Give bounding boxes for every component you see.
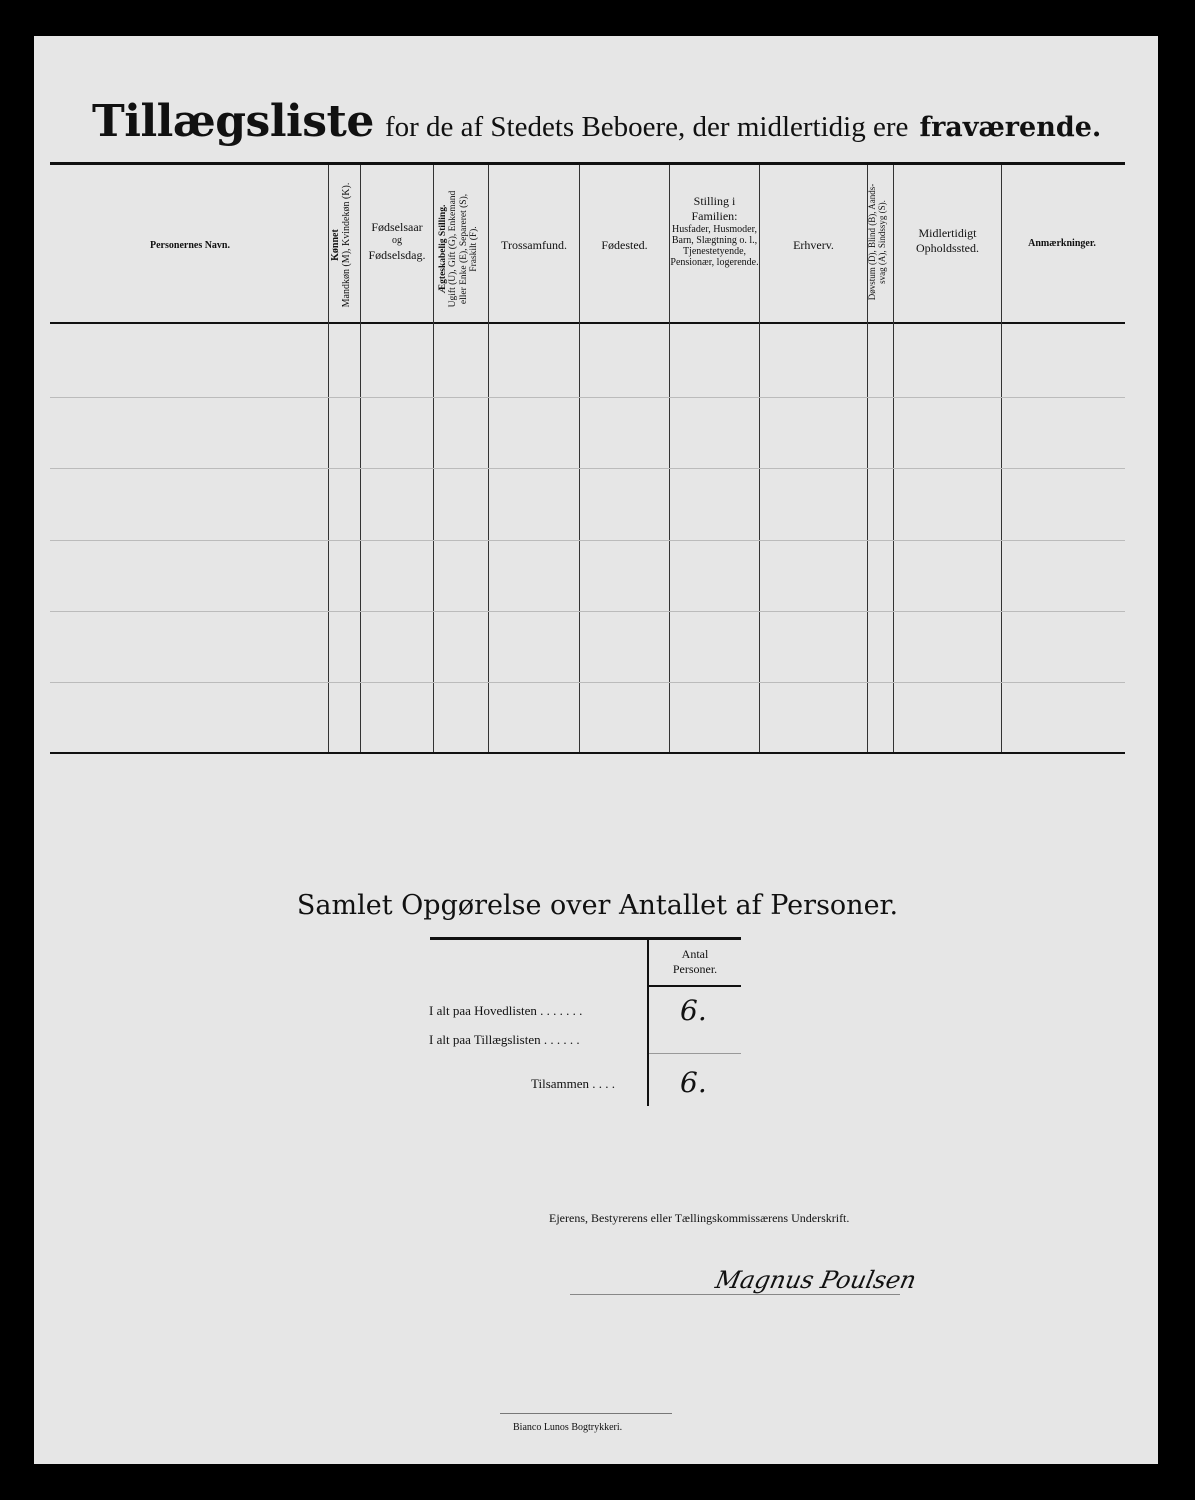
summary-row-supplement-list: I alt paa Tillægslisten . . . . . . [429,1032,580,1047]
summary-count-header-line2: Personer. [672,962,718,976]
header-family-position [670,194,759,268]
col-divider [759,165,760,752]
header-family-line1: Stilling i [693,194,736,208]
header-residence-line1: Midlertidigt [918,226,977,240]
row-line [50,468,1125,469]
summary-count-header [650,947,740,977]
header-birth-line1: Fødselsaar [371,220,423,234]
header-birth-line3: Fødselsdag. [368,247,426,262]
summary-value-total: 6. [680,1066,707,1099]
printer-imprint: Bianco Lunos Bogtrykkeri. [513,1422,623,1433]
col-divider [1001,165,1002,752]
header-marital-line2: Ugift (U), Gift (G), Enkemand [448,190,459,308]
row-line [50,611,1125,612]
summary-row-main-list: I alt paa Hovedlisten . . . . . . . [429,1003,583,1018]
title-main: Tillægsliste [92,96,374,147]
header-temp-residence [894,226,1001,256]
summary-row-rule [649,1053,741,1054]
col-divider [433,165,434,752]
signature-line [570,1294,900,1295]
header-marital-line1: Ægteskabelig Stilling. [438,204,448,294]
summary-row-total: Tilsammen . . . . [531,1076,616,1091]
col-divider [328,165,329,752]
header-occupation: Erhverv. [793,238,834,252]
row-line [50,682,1125,683]
table-top-rule [50,162,1125,165]
table-bottom-rule [50,752,1125,754]
header-marital [438,186,484,312]
signature-handwriting: Magnus Poulsen [713,1266,919,1294]
header-birth [362,220,432,263]
header-birthplace: Fødested. [601,238,648,252]
header-marital-line4: Fraskilt (F). [469,226,480,272]
row-line [50,540,1125,541]
summary-header-rule [649,985,741,987]
row-line [50,397,1125,398]
summary-top-rule [430,937,741,940]
summary-divider [647,940,649,1106]
header-names: Personernes Navn. [150,240,230,251]
header-disability-line2: svag (A), Sindssyg (S). [876,200,887,284]
header-remarks: Anmærkninger. [1028,238,1096,249]
header-disability [868,179,894,305]
col-divider [360,165,361,752]
form-title [92,96,1102,147]
header-sex-line2: Mandkøn (M), Kvindekøn (K). [341,182,352,308]
col-divider [488,165,489,752]
header-birth-line2: og [392,235,402,246]
header-sex-line1: Kønnet [330,229,341,261]
header-sex [330,182,358,308]
imprint-rule [500,1413,672,1414]
header-family-line3: Husfader, Husmoder, Barn, Slægtning o. l., Tjenestetyende, Pensionær, logerende. [670,224,759,268]
header-family-line2: Familien: [691,209,738,223]
signature-caption: Ejerens, Bestyrerens eller Tællingskommissærens Underskrift. [549,1211,850,1225]
header-disability-line1: Døvstum (D), Blind (B), Aands- [867,183,877,301]
col-divider [579,165,580,752]
header-residence-line2: Opholdssted. [916,241,979,255]
header-religion: Trossamfund. [501,238,567,252]
header-marital-line3: eller Enke (E), Separeret (S), [458,193,469,305]
summary-value-main-list: 6. [680,994,707,1027]
title-middle: for de af Stedets Beboere, der midlertidig ere [384,111,909,143]
summary-count-header-line1: Antal [681,947,709,961]
title-end: fraværende. [919,112,1102,143]
table-header-rule [50,322,1125,324]
summary-title: Samlet Opgørelse over Antallet af Personer. [296,890,899,921]
